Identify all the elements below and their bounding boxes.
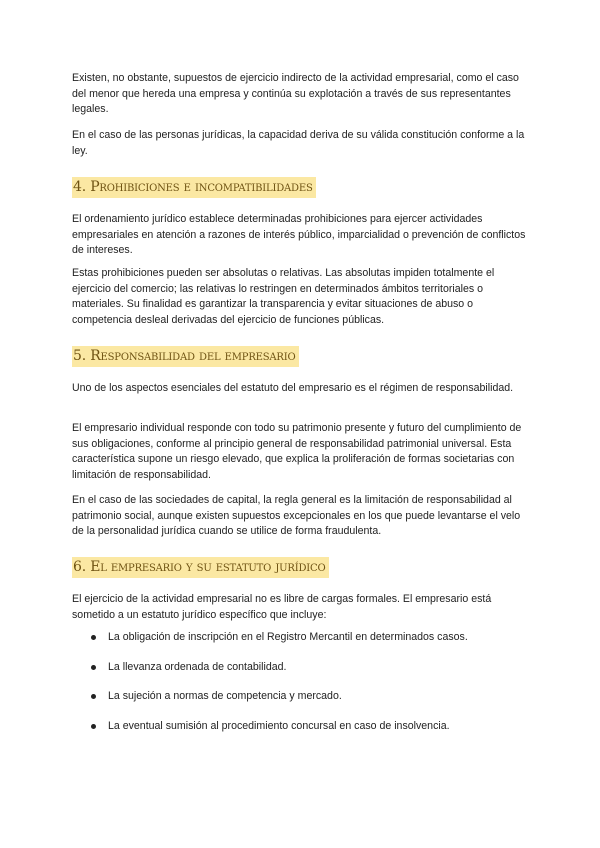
list-item-text: La obligación de inscripción en el Registro Mercantil en determinados casos. xyxy=(108,631,468,643)
section-heading-4: 4. Prohibiciones e incompatibilidades xyxy=(72,177,316,198)
paragraph: Existen, no obstante, supuestos de ejercicio indirecto de la actividad empresarial, como el caso del menor que hereda una empresa y continúa su explotación a través de sus representantes legales. xyxy=(72,72,519,116)
paragraph: Uno de los aspectos esenciales del estatuto del empresario es el régimen de responsabilidad. xyxy=(72,382,514,394)
paragraph: El ordenamiento jurídico establece determinadas prohibiciones para ejercer actividades empresariales en atención a razones de interés público, imparcialidad o prevención de conflictos de intereses. xyxy=(72,213,526,257)
list-item xyxy=(72,719,530,749)
list-item-text: La llevanza ordenada de contabilidad. xyxy=(108,660,287,673)
list-item xyxy=(72,660,530,690)
paragraph: En el caso de las sociedades de capital, la regla general es la limitación de responsabilidad al patrimonio social, aunque existen supuestos excepcionales en los que puede levantarse el velo de la personalidad jurídica cuando se utilice de forma fraudulenta. xyxy=(72,494,521,538)
requirements-list xyxy=(72,630,530,748)
bullet-icon xyxy=(91,665,96,670)
bullet-icon xyxy=(91,635,96,640)
paragraph: El empresario individual responde con todo su patrimonio presente y futuro del cumplimiento de sus obligaciones, conforme al principio general de responsabilidad patrimonial universal. Esta característica supone un riesgo elevado, que explica la proliferación de formas societarias con limitación de responsabilidad. xyxy=(72,422,522,481)
bullet-icon xyxy=(91,694,96,699)
list-item xyxy=(72,630,530,660)
bullet-icon xyxy=(91,724,96,729)
list-item-text: La eventual sumisión al procedimiento concursal en caso de insolvencia. xyxy=(108,719,450,732)
paragraph: El ejercicio de la actividad empresarial no es libre de cargas formales. El empresario está sometido a un estatuto jurídico específico que incluye: xyxy=(72,593,492,621)
section-heading-6: 6. El empresario y su estatuto jurídico xyxy=(72,557,329,578)
paragraph: En el caso de las personas jurídicas, la capacidad deriva de su válida constitución conforme a la ley. xyxy=(72,129,525,157)
list-item xyxy=(72,689,530,719)
list-item-text: La sujeción a normas de competencia y mercado. xyxy=(108,690,342,702)
paragraph: Estas prohibiciones pueden ser absolutas o relativas. Las absolutas impiden totalmente el ejercicio del comercio; las relativas lo restringen en determinados ámbitos territoriales o materiales. Su finalidad es garantizar la transparencia y evitar situaciones de abuso o competencia desleal derivadas del ejercicio de funciones públicas. xyxy=(72,267,495,326)
section-heading-5: 5. Responsabilidad del empresario xyxy=(72,346,299,367)
